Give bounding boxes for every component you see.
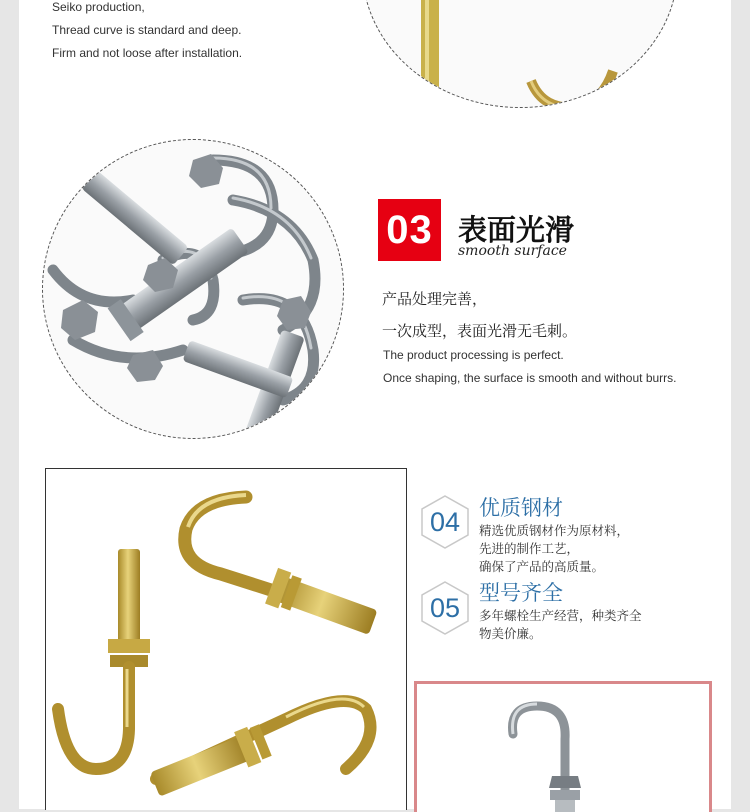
- steel-hook-bolts-image: [43, 140, 343, 438]
- section-title-cn: 表面光滑: [458, 213, 575, 247]
- gold-hooks-photo: [45, 468, 407, 810]
- top-line-1: Seiko production,: [52, 0, 145, 14]
- steel-hook-bolt-image: [417, 684, 709, 812]
- section-desc-en-1: The product processing is perfect.: [383, 348, 564, 362]
- feature-number-04: 04: [429, 507, 461, 537]
- section-title-en: smooth surface: [458, 243, 567, 259]
- feature-title-05: 型号齐全: [479, 582, 563, 605]
- section-number-badge: 03: [378, 199, 441, 261]
- single-hook-photo: [414, 681, 712, 812]
- top-line-2: Thread curve is standard and deep.: [52, 23, 242, 37]
- feature-05-line-1: 多年螺栓生产经营，种类齐全: [479, 609, 642, 623]
- steel-hooks-photo: [42, 139, 344, 439]
- section-desc-en-2: Once shaping, the surface is smooth and without burrs.: [383, 371, 677, 385]
- yellow-zinc-hook-bolts-image: [46, 469, 406, 810]
- feature-04-line-1: 精选优质钢材作为原材料，: [479, 524, 630, 538]
- feature-05-line-2: 物美价廉。: [479, 627, 542, 641]
- section-desc-cn-1: 产品处理完善，: [382, 291, 488, 308]
- feature-04-line-2: 先进的制作工艺，: [479, 542, 580, 556]
- feature-title-04: 优质钢材: [479, 497, 563, 520]
- feature-number-05: 05: [429, 593, 461, 623]
- top-line-3: Firm and not loose after installation.: [52, 46, 243, 60]
- feature-04-line-3: 确保了产品的高质量。: [479, 560, 605, 574]
- section-desc-cn-2: 一次成型，表面光滑无毛刺。: [382, 323, 578, 340]
